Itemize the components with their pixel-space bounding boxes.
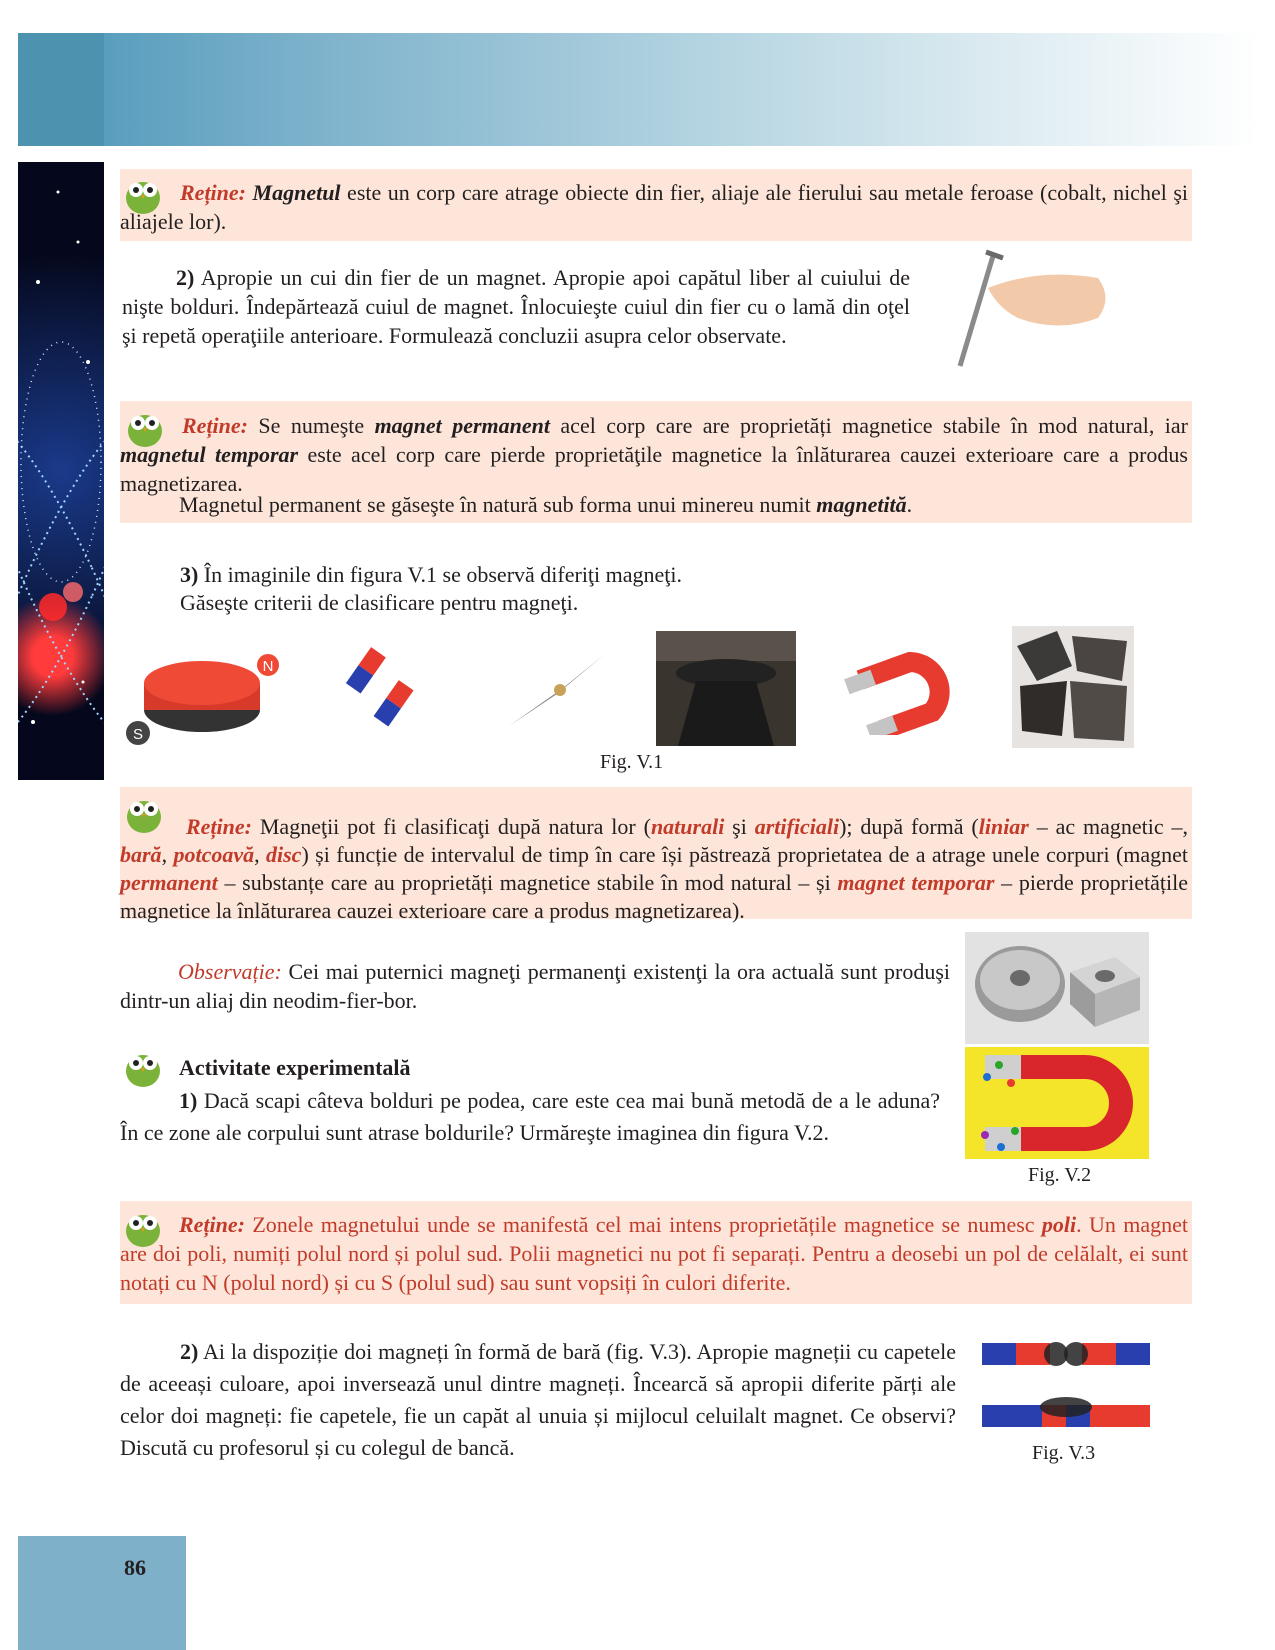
magnetite-ore-photo — [1012, 626, 1134, 748]
owl-icon — [120, 1043, 166, 1089]
page-number: 86 — [124, 1555, 146, 1580]
remember-text-3: Reține: Magneţii pot fi clasificaţi după natura lor (naturali şi artificiali); după formă (liniar – ac magnetic –, bară, potcoavă, disc) și funcție de intervalul de timp în care își păstrează proprietatea de a atrage unele corpuri (magnet permanent – substanțe care au proprietăți magnetice stabile în mod natural – și magnet temporar – pierde proprietățile magnetice la înlăturarea cauzei exterioare care a produs magnetizarea). — [120, 814, 1189, 923]
header-block — [18, 33, 104, 146]
horseshoe-magnet-image — [840, 650, 960, 735]
compass-needle-image — [505, 650, 610, 730]
activity-title: Activitate experimentală — [179, 1055, 411, 1080]
atom-side-image — [18, 162, 104, 780]
remember-text-2: Reține: Se numeşte magnet permanent acel corp care are proprietăți magnetice stabile în mod natural, iar magnetul temporar este acel corp care pierde proprietăţile magnetice la înlăturarea cauzei exterioare care a produs magnetizarea. — [120, 413, 1188, 496]
svg-text:N: N — [262, 658, 274, 675]
disc-magnet-image — [122, 645, 282, 750]
remember-text-4: Reține: Zonele magnetului unde se manifestă cel mai intens proprietățile magnetice se numesc poli. Un magnet are doi poli, numiți polul nord și polul sud. Polii magnetici nu pot fi separați. Pentru a deosebi un pol de celălalt, ei sunt notați cu N (polul nord) și cu S (polul sud) sau sunt vopsiți în culori diferite. — [120, 1212, 1188, 1295]
figure-v3-caption: Fig. V.3 — [1032, 1442, 1096, 1464]
experiment-3-line1: 3) În imaginile din figura V.1 se observă diferiţi magneţi. — [180, 562, 683, 587]
header-band — [18, 33, 1258, 146]
remember-text-2b: Magnetul permanent se găseşte în natură sub forma unui minereu numit magnetită. — [179, 492, 913, 517]
figure-v2-caption: Fig. V.2 — [1028, 1164, 1092, 1186]
remember-text-1: Reține: Magnetul este un corp care atrage obiecte din fier, aliaje ale fierului sau metale feroase (cobalt, nichel şi aliajele lor). — [120, 180, 1189, 234]
hand-nail-photo — [948, 248, 1118, 368]
experiment-3-line2: Găseşte criterii de clasificare pentru magneţi. — [180, 590, 579, 615]
footer-block — [18, 1536, 186, 1650]
experiment-4-text: 2) Ai la dispoziție doi magneți în formă de bară (fig. V.3). Apropie magneții cu capetele de aceeași culoare, apoi inversează unul dintre magneți. Încearcă să apropii diferite părți ale celor doi magneți: fie capetele, fie un capăt al unuia și mijlocul celuilalt magnet. Ce observi? Discută cu profesorul și cu colegul de bancă. — [120, 1339, 956, 1460]
neodymium-magnets-photo — [965, 932, 1149, 1044]
experiment-2-text: 2) Apropie un cui din fier de un magnet. Apropie apoi capătul liber al cuiului de nişte bolduri. Îndepărtează cuiul de magnet. Înlocuieşte cuiul din fier cu o lamă din oţel şi repetă operaţiile anterioare. Formulează concluzii asupra celor observate. — [122, 265, 910, 348]
figure-v1-caption: Fig. V.1 — [600, 751, 664, 773]
magnet-pins-photo — [965, 1047, 1149, 1159]
svg-text:S: S — [132, 726, 144, 743]
activity-1-text: 1) Dacă scapi câteva bolduri pe podea, care este cea mai bună metodă de a le aduna? În ce zone ale corpului sunt atrase boldurile? Urmăreşte imaginea din figura V.2. — [120, 1088, 940, 1145]
electromagnet-photo — [656, 631, 796, 746]
observation-text: Observație: Cei mai puternici magneţi permanenţi existenţi la ora actuală sunt produşi dintr-un aliaj din neodim-fier-bor. — [120, 959, 950, 1013]
bar-magnets-filings-photo — [980, 1327, 1152, 1439]
bar-magnets-image — [346, 645, 426, 735]
